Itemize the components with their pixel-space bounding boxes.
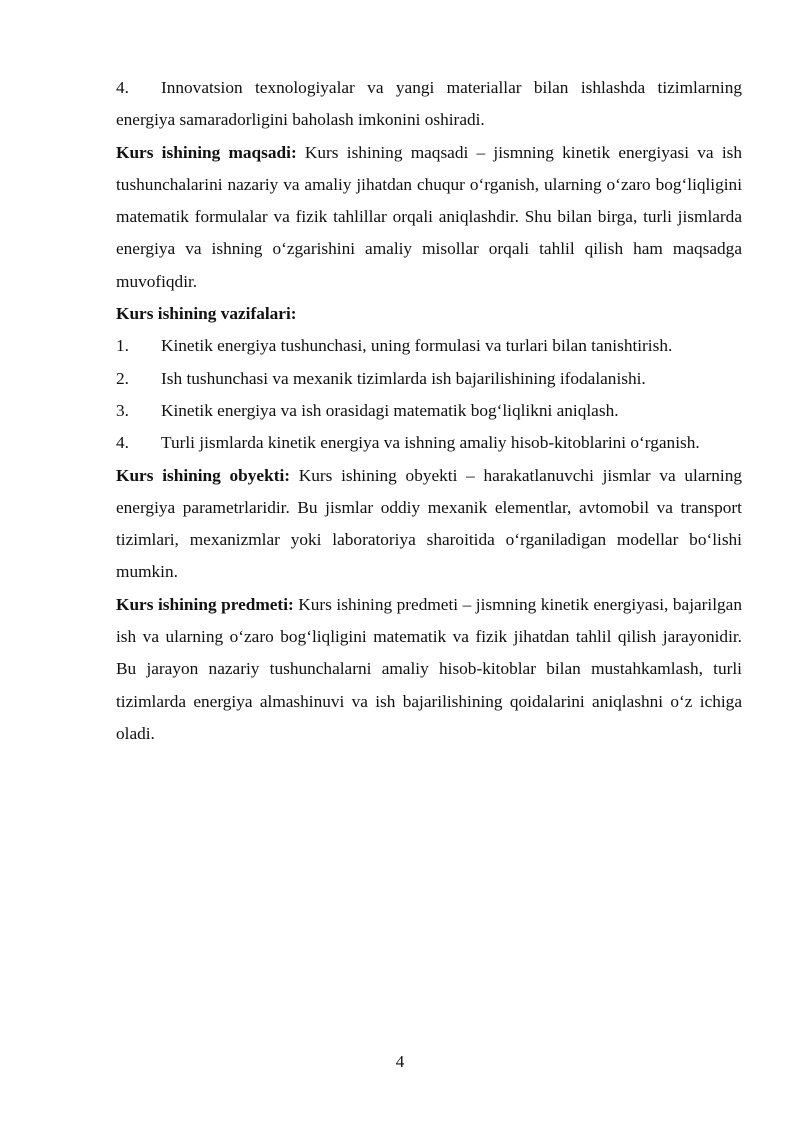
list-item-number: 3. bbox=[116, 400, 129, 420]
list-item-number: 4. bbox=[116, 78, 129, 97]
predmet-paragraph bbox=[116, 589, 742, 750]
vazifalar-item-1 bbox=[116, 330, 742, 362]
predmet-text: Kurs ishining predmeti – jismning kinetik energiyasi, bajarilgan ish va ularning o‘zaro bog‘liqligini matematik va fizik jihatdan tahlil qilish jarayonidir. Bu jarayon nazariy tushunchalarni amaliy hisob-kitoblar bilan mustahkamlash, turli tizimlarda energiya almashinuvi va ish bajarilishining qoidalarini aniqlashni o‘z ichiga oladi. bbox=[116, 594, 742, 743]
list-item-text: Ish tushunchasi va mexanik tizimlarda ish bajarilishining ifodalanishi. bbox=[161, 368, 646, 388]
maqsad-paragraph bbox=[116, 137, 742, 298]
obyekt-text: Kurs ishining obyekti – harakatlanuvchi jismlar va ularning energiya parametrlaridir. Bu jismlar oddiy mexanik elementlar, avtomobil va transport tizimlari, mexanizmlar yoki laboratoriya sharoitida o‘rganiladigan modellar bo‘lishi mumkin. bbox=[116, 465, 742, 582]
list-item-text: Kinetik energiya tushunchasi, uning formulasi va turlari bilan tanishtirish. bbox=[161, 336, 673, 356]
vazifalar-item-4 bbox=[116, 427, 742, 459]
predmet-label: Kurs ishining predmeti: bbox=[116, 594, 294, 614]
list-item-text: Innovatsion texnologiyalar va yangi materiallar bilan ishlashda tizimlarning energiya samaradorligini baholash imkonini oshiradi. bbox=[116, 78, 742, 130]
vazifalar-heading-paragraph bbox=[116, 298, 742, 330]
document-body bbox=[116, 72, 742, 750]
list-item-number: 4. bbox=[116, 433, 129, 453]
vazifalar-item-2 bbox=[116, 363, 742, 395]
list-item-number: 1. bbox=[116, 336, 129, 356]
page-number: 4 bbox=[395, 1052, 405, 1071]
intro-list-item bbox=[116, 72, 742, 137]
vazifalar-label: Kurs ishining vazifalari: bbox=[116, 304, 297, 324]
list-item-text: Kinetik energiya va ish orasidagi matematik bog‘liqlikni aniqlash. bbox=[161, 400, 619, 420]
maqsad-label: Kurs ishining maqsadi: bbox=[116, 142, 297, 162]
obyekt-label: Kurs ishining obyekti: bbox=[116, 465, 291, 485]
obyekt-paragraph bbox=[116, 460, 742, 589]
list-item-number: 2. bbox=[116, 368, 129, 388]
vazifalar-item-3 bbox=[116, 395, 742, 427]
maqsad-text: Kurs ishining maqsadi – jismning kinetik energiyasi va ish tushunchalarini nazariy va amaliy jihatdan chuqur o‘rganish, ularning o‘zaro bog‘liqligini matematik formulalar va fizik tahlillar orqali aniqlashdir. Shu bilan birga, turli jismlarda energiya va ishning o‘zgarishini amaliy misollar orqali tahlil qilish ham maqsadga muvofiqdir. bbox=[116, 142, 742, 291]
list-item-text: Turli jismlarda kinetik energiya va ishning amaliy hisob-kitoblarini o‘rganish. bbox=[161, 433, 700, 453]
